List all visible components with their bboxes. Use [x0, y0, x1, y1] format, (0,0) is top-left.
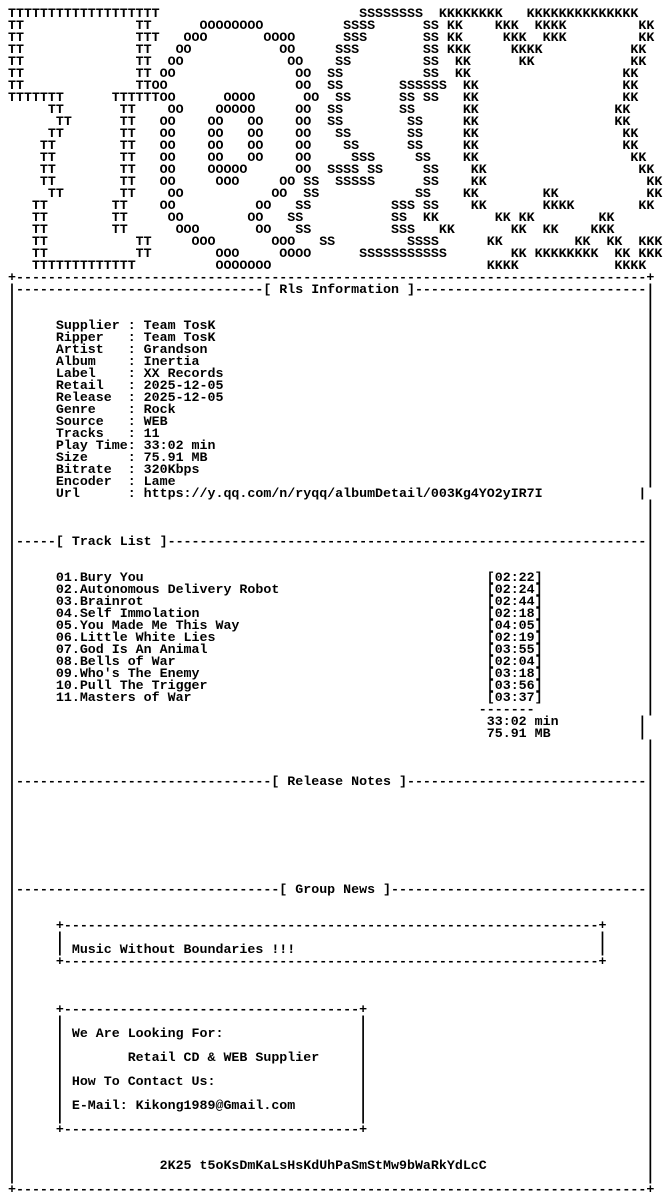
empty-line: | | — [8, 306, 655, 321]
news-box1-pad: | | | | — [8, 930, 655, 945]
logo-art-line: TT TT OO OO SS SSS SS KK KKKK KK — [8, 198, 655, 213]
empty-line: | | — [8, 822, 655, 837]
release-notes-header: |--------------------------------[ Release Notes ]------------------------------| — [8, 774, 655, 789]
news-box1-bottom: | +-------------------------------------------------------------------+ | — [8, 954, 655, 969]
info-size: | Size : 75.91 MB | — [8, 450, 655, 465]
track-row: | 01.Bury You [02:22] | — [8, 570, 655, 585]
border-bottom: +-------------------------------------------------------------------------------+ — [8, 1182, 655, 1197]
empty-line: | | — [8, 978, 655, 993]
empty-line: | | — [8, 966, 655, 981]
track-row: | 04.Self Immolation [02:18] | — [8, 606, 655, 621]
news-box2-pad: | | | | — [8, 1086, 655, 1101]
info-play-time: | Play Time: 33:02 min | — [8, 438, 655, 453]
empty-line: | | — [8, 510, 655, 525]
news-box2-pad: | | | | — [8, 1110, 655, 1125]
border-top: +-------------------------------------------------------------------------------+ — [8, 270, 655, 285]
logo-art-line: TT TT OO OO OO OO SSS SS KK KK — [8, 150, 647, 165]
info-ripper: | Ripper : Team TosK | — [8, 330, 655, 345]
news-supplier-wanted: | | Retail CD & WEB Supplier | | — [8, 1050, 655, 1065]
logo-art-line: TT TTT OOO OOOO SSS SS KK KKK KKK KK — [8, 30, 655, 45]
info-label: | Label : XX Records | — [8, 366, 655, 381]
logo-art-line: TT TT OO OOOOO OO SS SS KK KK — [8, 102, 631, 117]
info-bitrate: | Bitrate : 320Kbps | — [8, 462, 655, 477]
info-retail: | Retail : 2025-12-05 | — [8, 378, 655, 393]
logo-art-line: TT TT OOOOOOOO SSSS SS KK KKK KKKK KK — [8, 18, 655, 33]
total-time: | 33:02 min | — [8, 714, 647, 729]
empty-line: | | — [8, 1170, 655, 1185]
news-box2-pad: | | | | — [8, 1038, 655, 1053]
info-tracks: | Tracks : 11 | — [8, 426, 655, 441]
logo-art-line: TT TT OOO OO SS SSS KK KK KK KKK — [8, 222, 615, 237]
news-looking-for: | | We Are Looking For: | | — [8, 1026, 655, 1041]
info-encoder: | Encoder : Lame | — [8, 474, 655, 489]
logo-art-line: TTTTTTTTTTTTTTTTTTT SSSSSSSS KKKKKKKK KKKKKKKKKKKKKK — [8, 6, 639, 21]
news-box2-pad: | | | | — [8, 1014, 655, 1029]
empty-line: | | — [8, 738, 655, 753]
empty-line: | | — [8, 894, 655, 909]
logo-art-line: TT TT OO OO OO OO SS SS KK KK — [8, 126, 639, 141]
total-size: | 75.91 MB | — [8, 726, 647, 741]
news-email: | | E-Mail: Kikong1989@Gmail.com | | — [8, 1098, 655, 1113]
track-row: | 02.Autonomous Delivery Robot [02:24] | — [8, 582, 655, 597]
logo-art-line: TT TT OO OO OO OO SS SS KK KK — [8, 138, 639, 153]
info-artist: | Artist : Grandson | — [8, 342, 655, 357]
news-box2-top: | +-------------------------------------+ | — [8, 1002, 655, 1017]
group-news-header: |---------------------------------[ Group News ]--------------------------------| — [8, 882, 655, 897]
empty-line: | | — [8, 558, 655, 573]
empty-line: | | — [8, 870, 655, 885]
logo-art-line: TTTTTTT TTTTTTOO OOOO OO SS SS SS KK KK — [8, 90, 639, 105]
logo-art-line: TT TT OO OO SS SS KK KK KK — [8, 186, 663, 201]
empty-line: | | — [8, 762, 655, 777]
track-row: | 06.Little White Lies [02:19] | — [8, 630, 655, 645]
info-url: | Url : https://y.qq.com/n/ryqq/albumDetail/003Kg4YO2yIR7I | — [8, 486, 647, 501]
track-list-header: |-----[ Track List ]------------------------------------------------------------| — [8, 534, 655, 549]
empty-line: | | — [8, 834, 655, 849]
logo-art-line: TT TT OO OOOOO OO SSSS SS SS KK KK — [8, 162, 655, 177]
empty-line: | | — [8, 1134, 655, 1149]
news-box1-text: | | Music Without Boundaries !!! | | — [8, 942, 655, 957]
empty-line: | | — [8, 1146, 655, 1161]
signature: | 2K25 t5oKsDmKaLsHsKdUhPaSmStMw9bWaRkYdLcC | — [8, 1158, 655, 1173]
logo-art-line: TT TT OO OO SS SS KK KK KK KK — [8, 210, 615, 225]
track-row: | 07.God Is An Animal [03:55] | — [8, 642, 655, 657]
track-row: | 10.Pull The Trigger [03:56] | — [8, 678, 655, 693]
track-row: | 11.Masters of War [03:37] | — [8, 690, 655, 705]
logo-art-line: TT TT OOO OOO SS SSSS KK KK KK KKK — [8, 234, 663, 249]
empty-line: | | — [8, 294, 655, 309]
empty-line: | | — [8, 786, 655, 801]
empty-line: | | — [8, 810, 655, 825]
logo-art-line: TT TT OO OO SS SS KK KK KK — [8, 54, 647, 69]
info-source: | Source : WEB | — [8, 414, 655, 429]
news-contact: | | How To Contact Us: | | — [8, 1074, 655, 1089]
empty-line: | | — [8, 750, 655, 765]
info-album: | Album : Inertia | — [8, 354, 655, 369]
logo-art-line: TT TT OO OO OO OO SS SS KK KK — [8, 114, 631, 129]
logo-art-line: TT TT OOO OOOO SSSSSSSSSSS KK KKKKKKKK KK KKK — [8, 246, 663, 261]
info-supplier: | Supplier : Team TosK | — [8, 318, 655, 333]
empty-line: | | — [8, 546, 655, 561]
empty-line: | | — [8, 798, 655, 813]
rls-information-header: |-------------------------------[ Rls Information ]-----------------------------| — [8, 282, 655, 297]
track-row: | 08.Bells of War [02:04] | — [8, 654, 655, 669]
empty-line: | | — [8, 498, 655, 513]
info-genre: | Genre : Rock | — [8, 402, 655, 417]
info-release: | Release : 2025-12-05 | — [8, 390, 655, 405]
logo-art-line: TT TTOO OO SS SSSSSS KK KK — [8, 78, 639, 93]
logo-art-line: TT TT OO OO SS SS KK KK — [8, 66, 639, 81]
empty-line: | | — [8, 906, 655, 921]
news-box1-top: | +-------------------------------------------------------------------+ | — [8, 918, 655, 933]
news-box2-pad: | | | | — [8, 1062, 655, 1077]
empty-line: | | — [8, 522, 655, 537]
totals-rule: | ------- | — [8, 702, 655, 717]
logo-art-line: TT TT OO OO SSS SS KKK KKKK KK — [8, 42, 647, 57]
track-row: | 03.Brainrot [02:44] | — [8, 594, 655, 609]
empty-line: | | — [8, 846, 655, 861]
logo-art-line: TTTTTTTTTTTTT OOOOOOO KKKK KKKK — [8, 258, 647, 273]
track-row: | 09.Who's The Enemy [03:18] | — [8, 666, 655, 681]
logo-art-line: TT TT OO OOO OO SS SSSSS SS KK KK — [8, 174, 663, 189]
empty-line: | | — [8, 990, 655, 1005]
empty-line: | | — [8, 858, 655, 873]
track-row: | 05.You Made Me This Way [04:05] | — [8, 618, 655, 633]
news-box2-bottom: | +-------------------------------------+ | — [8, 1122, 655, 1137]
